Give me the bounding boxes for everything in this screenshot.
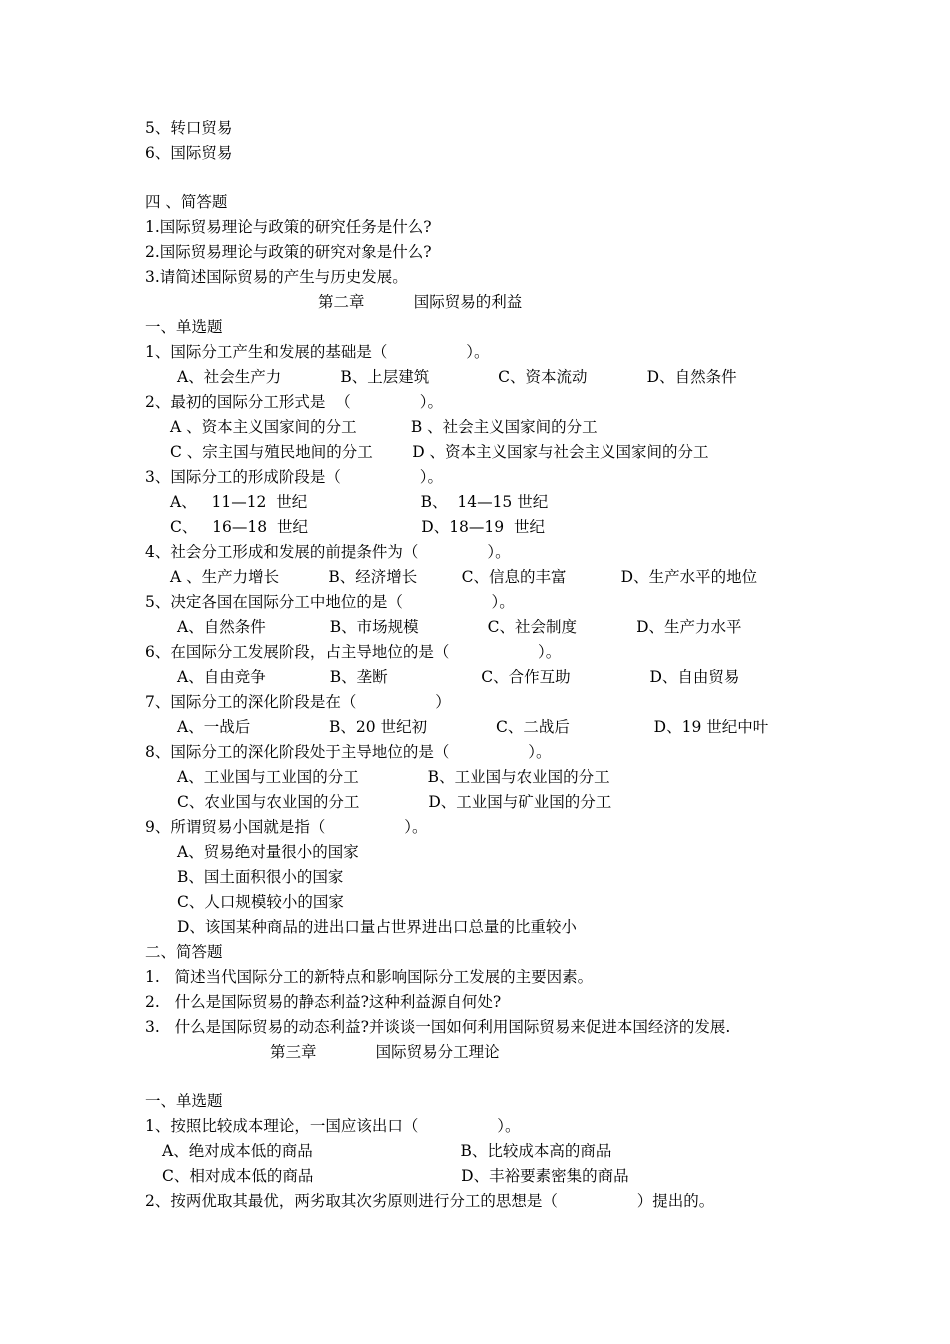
- answer-options: A、社会生产力 B、上层建筑 C、资本流动 D、自然条件: [177, 368, 737, 386]
- list-item: 5、转口贸易: [145, 119, 233, 137]
- question: 2. 什么是国际贸易的静态利益?这种利益源自何处?: [145, 993, 502, 1011]
- list-item: 6、国际贸易: [145, 144, 233, 162]
- question: 2、按两优取其最优，两劣取其次劣原则进行分工的思想是（ ）提出的。: [145, 1192, 715, 1210]
- question: 2、最初的国际分工形式是 （ ）。: [145, 393, 443, 411]
- question: 3.请简述国际贸易的产生与历史发展。: [145, 268, 408, 286]
- question: 1、按照比较成本理论，一国应该出口（ ）。: [145, 1117, 521, 1135]
- answer-option: B、国土面积很小的国家: [177, 868, 344, 886]
- answer-options: A、工业国与工业国的分工 B、工业国与农业国的分工: [177, 768, 610, 786]
- section-heading: 一、单选题: [145, 1092, 223, 1110]
- question: 3、国际分工的形成阶段是（ ）。: [145, 468, 443, 486]
- chapter-title: 第二章 国际贸易的利益: [318, 293, 523, 311]
- answer-options: A、一战后 B、20 世纪初 C、二战后 D、19 世纪中叶: [177, 718, 769, 736]
- section-heading: 一、单选题: [145, 318, 223, 336]
- answer-options: A 、资本主义国家间的分工 B 、社会主义国家间的分工: [170, 418, 598, 436]
- question: 7、国际分工的深化阶段是在（ ）: [145, 693, 451, 711]
- answer-options: C、 16—18 世纪 D、18—19 世纪: [170, 518, 545, 536]
- answer-options: C 、宗主国与殖民地间的分工 D 、资本主义国家与社会主义国家间的分工: [170, 443, 709, 461]
- question: 9、所谓贸易小国就是指（ ）。: [145, 818, 428, 836]
- question: 1、国际分工产生和发展的基础是（ ）。: [145, 343, 490, 361]
- question: 3. 什么是国际贸易的动态利益?并谈谈一国如何利用国际贸易来促进本国经济的发展.: [145, 1018, 731, 1036]
- answer-option: A、贸易绝对量很小的国家: [177, 843, 359, 861]
- answer-options: A、绝对成本低的商品 B、比较成本高的商品: [162, 1142, 612, 1160]
- question: 2.国际贸易理论与政策的研究对象是什么?: [145, 243, 432, 261]
- answer-option: C、人口规模较小的国家: [177, 893, 344, 911]
- answer-options: A 、生产力增长 B、经济增长 C、信息的丰富 D、生产水平的地位: [170, 568, 758, 586]
- question: 1. 简述当代国际分工的新特点和影响国际分工发展的主要因素。: [145, 968, 594, 986]
- answer-options: A、自然条件 B、市场规模 C、社会制度 D、生产力水平: [177, 618, 742, 636]
- question: 4、社会分工形成和发展的前提条件为（ ）。: [145, 543, 511, 561]
- chapter-title: 第三章 国际贸易分工理论: [270, 1043, 500, 1061]
- section-heading: 四 、简答题: [145, 193, 228, 211]
- section-heading: 二、简答题: [145, 943, 223, 961]
- question: 6、在国际分工发展阶段，占主导地位的是（ ）。: [145, 643, 562, 661]
- answer-options: C、农业国与农业国的分工 D、工业国与矿业国的分工: [177, 793, 612, 811]
- answer-options: C、相对成本低的商品 D、丰裕要素密集的商品: [162, 1167, 629, 1185]
- answer-option: D、该国某种商品的进出口量占世界进出口总量的比重较小: [177, 918, 577, 936]
- question: 8、国际分工的深化阶段处于主导地位的是（ ）。: [145, 743, 552, 761]
- question: 5、决定各国在国际分工中地位的是（ ）。: [145, 593, 515, 611]
- answer-options: A、 11—12 世纪 B、 14—15 世纪: [170, 493, 549, 511]
- question: 1.国际贸易理论与政策的研究任务是什么?: [145, 218, 432, 236]
- answer-options: A、自由竞争 B、垄断 C、合作互助 D、自由贸易: [177, 668, 740, 686]
